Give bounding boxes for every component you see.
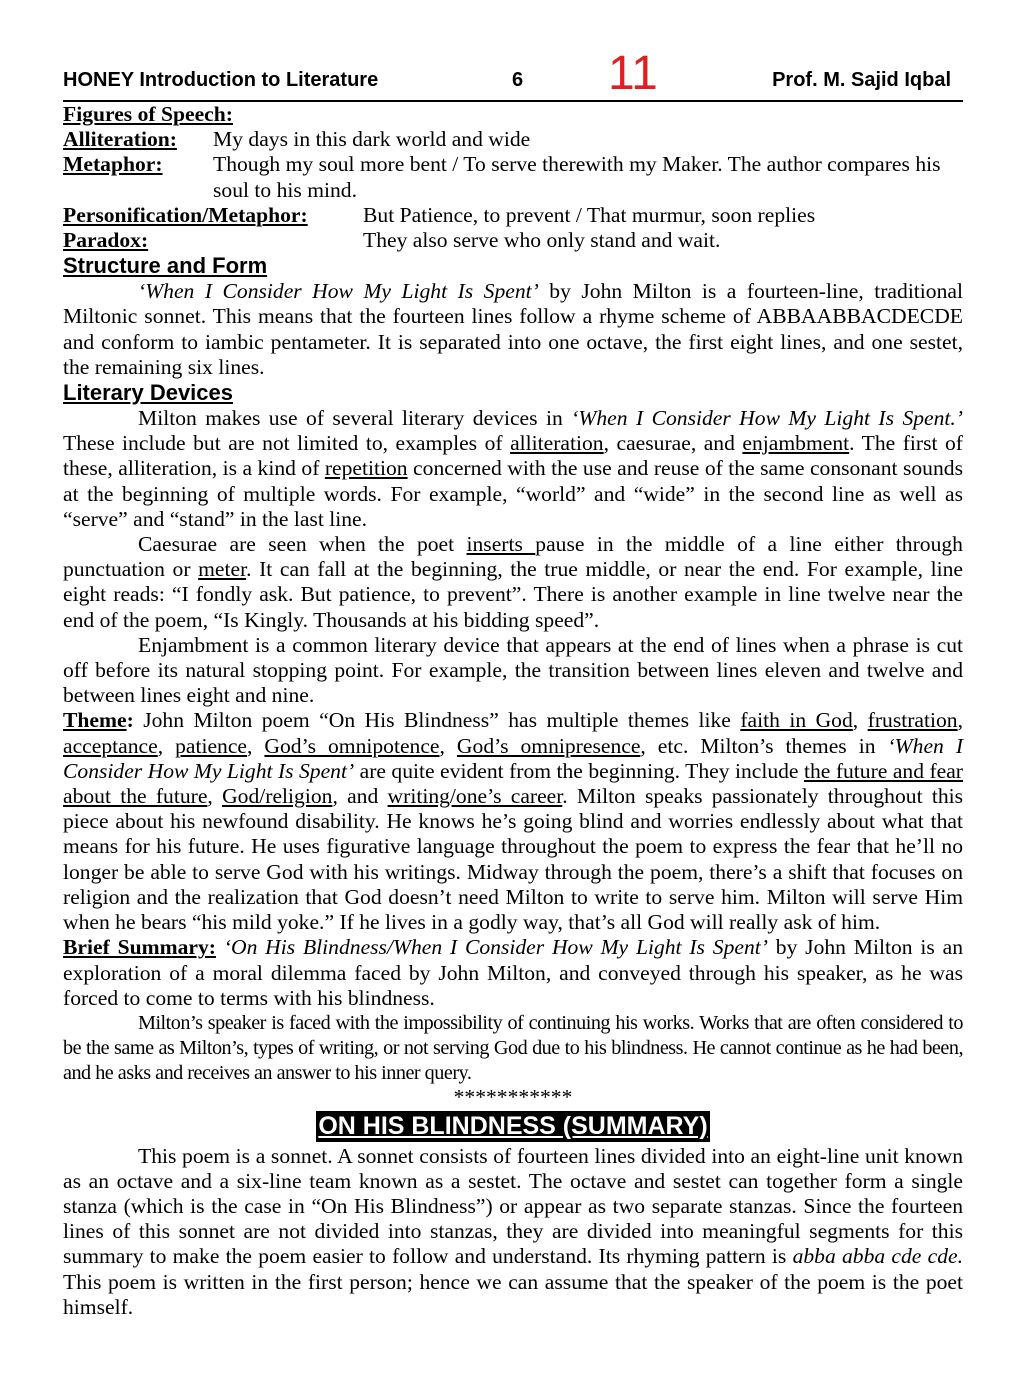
theme-sep: , <box>247 733 265 758</box>
page-header <box>63 47 963 102</box>
summary-banner-wrap <box>63 1111 963 1142</box>
header-page-number: 6 <box>512 69 524 91</box>
theme-sep: , <box>852 708 868 733</box>
final-text-a: This poem is a sonnet. A sonnet consists of fourteen lines divided into an eight-line unit known as an octave and a six-line team known as a sestet. The octave and sestet can together form a single stanza (which is the case in “On His Blindness”) or appear as two separate stanzas. Since the fourteen lines of this sonnet are not divided into stanzas, they are divided into meaningful segments for this summary to make the poem easier to follow and understand. Its rhyming pattern is <box>63 1143 963 1269</box>
summary-paragraph-2: Milton’s speaker is faced with the impossibility of continuing his works. Works that are often considered to be the same as Milton’s, types of writing, or not serving God due to his blindness. He cannot continue as he had been, and he asks and receives an answer to his inner query. <box>63 1011 963 1085</box>
structure-heading: Structure and Form <box>63 253 268 279</box>
header-book-title: HONEY Introduction to Literature <box>63 69 379 91</box>
header-author: Prof. M. Sajid Iqbal <box>772 69 951 91</box>
final-text-b: This poem is written in the first person; hence we can assume that the speaker of the poem is the poet himself. <box>63 1269 963 1319</box>
devices-p1-text-e: concerned with the use and reuse of the same consonant sounds at the beginning of multiple words. For example, “world” and “wide” in the second line as well as “serve” and “stand” in the last line. <box>63 456 963 531</box>
figures-of-speech-section <box>63 102 963 253</box>
theme-text-a: John Milton poem “On His Blindness” has multiple themes like <box>133 708 741 733</box>
paradox-label: Paradox: <box>63 228 149 253</box>
figures-heading: Figures of Speech: <box>63 102 233 126</box>
theme-sep: , <box>439 733 457 758</box>
figure-paradox <box>63 228 963 253</box>
theme-link-faith[interactable]: faith in God <box>740 708 853 733</box>
document-page <box>63 47 964 1320</box>
theme-link-future[interactable]: the future and fear about the future <box>63 758 964 809</box>
devices-paragraph-1 <box>63 406 963 532</box>
brief-summary-label: Brief Summary: <box>63 935 216 960</box>
theme-link-religion[interactable]: God/religion <box>222 784 333 809</box>
figure-personification <box>63 203 963 228</box>
alliteration-link[interactable]: alliteration <box>510 431 604 456</box>
paradox-text: They also serve who only stand and wait. <box>363 228 721 253</box>
theme-paragraph <box>63 708 963 935</box>
separator-stars: *********** <box>453 1084 573 1109</box>
repetition-link[interactable]: repetition <box>324 456 408 481</box>
brief-summary-paragraph <box>63 935 963 1011</box>
personification-text: But Patience, to prevent / That murmur, soon replies <box>363 202 816 227</box>
devices-paragraph-2 <box>63 532 963 633</box>
meter-link[interactable]: meter <box>198 557 247 582</box>
enjambment-link[interactable]: enjambment <box>742 431 850 456</box>
summary-poem-title: ‘On His Blindness/When I Consider How My Light Is Spent’ <box>223 935 768 960</box>
theme-text-e: . Milton speaks passionately throughout this piece about his newfound disability. He knows he’s going blind and worries endlessly about what that means for his future. He uses figurative language throughout the poem to express the fear that he’ll no longer be able to serve God with his writings. Midway through the poem, there’s a shift that focuses on religion and the realization that God doesn’t need Milton to write to serve him. Milton will serve Him when he bears “his mild yoke.” If he lives in a godly way, that’s all God will really ask of him. <box>63 784 964 935</box>
rhyme-pattern: abba abba cde cde. <box>792 1244 963 1269</box>
final-paragraph <box>63 1144 963 1320</box>
devices-p1-text-a: Milton makes use of several literary devices in <box>138 406 572 431</box>
devices-p2-text-a: Caesurae are seen when the poet <box>138 532 467 557</box>
theme-text-c: are quite evident from the beginning. They include <box>354 758 804 783</box>
header-red-number: 11 <box>608 47 658 100</box>
alliteration-label: Alliteration: <box>63 127 177 152</box>
theme-colon: : <box>126 708 134 733</box>
theme-link-career[interactable]: writing/one’s career <box>387 784 563 809</box>
theme-sep: , <box>157 733 176 758</box>
theme-text-b: , etc. Milton’s themes in <box>640 733 888 758</box>
theme-link-frustration[interactable]: frustration <box>867 708 958 733</box>
devices-p1-text-b: These include but are not limited to, examples of <box>63 431 511 456</box>
theme-poem-title: ‘When I Consider How My Light Is Spent’ <box>63 733 964 783</box>
theme-link-omnipotence[interactable]: God’s omnipotence <box>264 733 440 758</box>
metaphor-label: Metaphor: <box>63 152 163 177</box>
personification-label: Personification/Metaphor: <box>63 202 308 227</box>
structure-poem-title: ‘When I Consider How My Light Is Spent’ <box>138 279 539 304</box>
figure-metaphor <box>63 152 963 202</box>
theme-sep: , <box>957 708 963 733</box>
devices-p1-poem-title: ‘When I Consider How My Light Is Spent.’ <box>571 406 964 431</box>
structure-paragraph <box>63 279 963 380</box>
devices-paragraph-3: Enjambment is a common literary device that appears at the end of lines when a phrase is cut off before its natural stopping point. For example, the transition between lines eleven and twelve and between lines eight and nine. <box>63 632 963 708</box>
theme-link-patience[interactable]: patience <box>175 733 248 758</box>
summary-text: by John Milton is an exploration of a moral dilemma faced by John Milton, and conveyed through his speaker, as he was forced to come to terms with his blindness. <box>63 935 963 1010</box>
summary-banner: ON HIS BLINDNESS (SUMMARY) <box>318 1111 708 1140</box>
alliteration-text: My days in this dark world and wide <box>213 127 531 152</box>
devices-heading: Literary Devices <box>63 380 233 406</box>
theme-sep: , <box>207 784 223 809</box>
devices-p1-text-d: . The first of these, alliteration, is a kind of <box>63 431 964 481</box>
theme-text-d: , and <box>332 784 388 809</box>
devices-p2-text-c: . It can fall at the beginning, the true middle, or near the end. For example, line eight reads: “I fondly ask. But patience, to prevent”. There is another example in line twelve near the end of the poem, “Is Kingly. Thousands at his bidding speed”. <box>63 557 963 632</box>
devices-p2-text-b: pause in the middle of a line either through punctuation or <box>63 532 963 582</box>
metaphor-text: Though my soul more bent / To serve therewith my Maker. The author compares his soul to his mind. <box>213 152 941 202</box>
devices-p1-text-c: , caesurae, and <box>603 431 743 456</box>
figure-alliteration <box>63 127 963 152</box>
theme-label: Theme <box>63 708 127 733</box>
inserts-link[interactable]: inserts <box>466 532 536 557</box>
theme-link-acceptance[interactable]: acceptance <box>63 733 158 758</box>
structure-text: by John Milton is a fourteen-line, traditional Miltonic sonnet. This means that the fourteen lines follow a rhyme scheme of ABBAABBACDECDE and conform to iambic pentameter. It is separated into one octave, the first eight lines, and one sestet, the remaining six lines. <box>63 279 963 379</box>
theme-link-omnipresence[interactable]: God’s omnipresence <box>456 733 641 758</box>
